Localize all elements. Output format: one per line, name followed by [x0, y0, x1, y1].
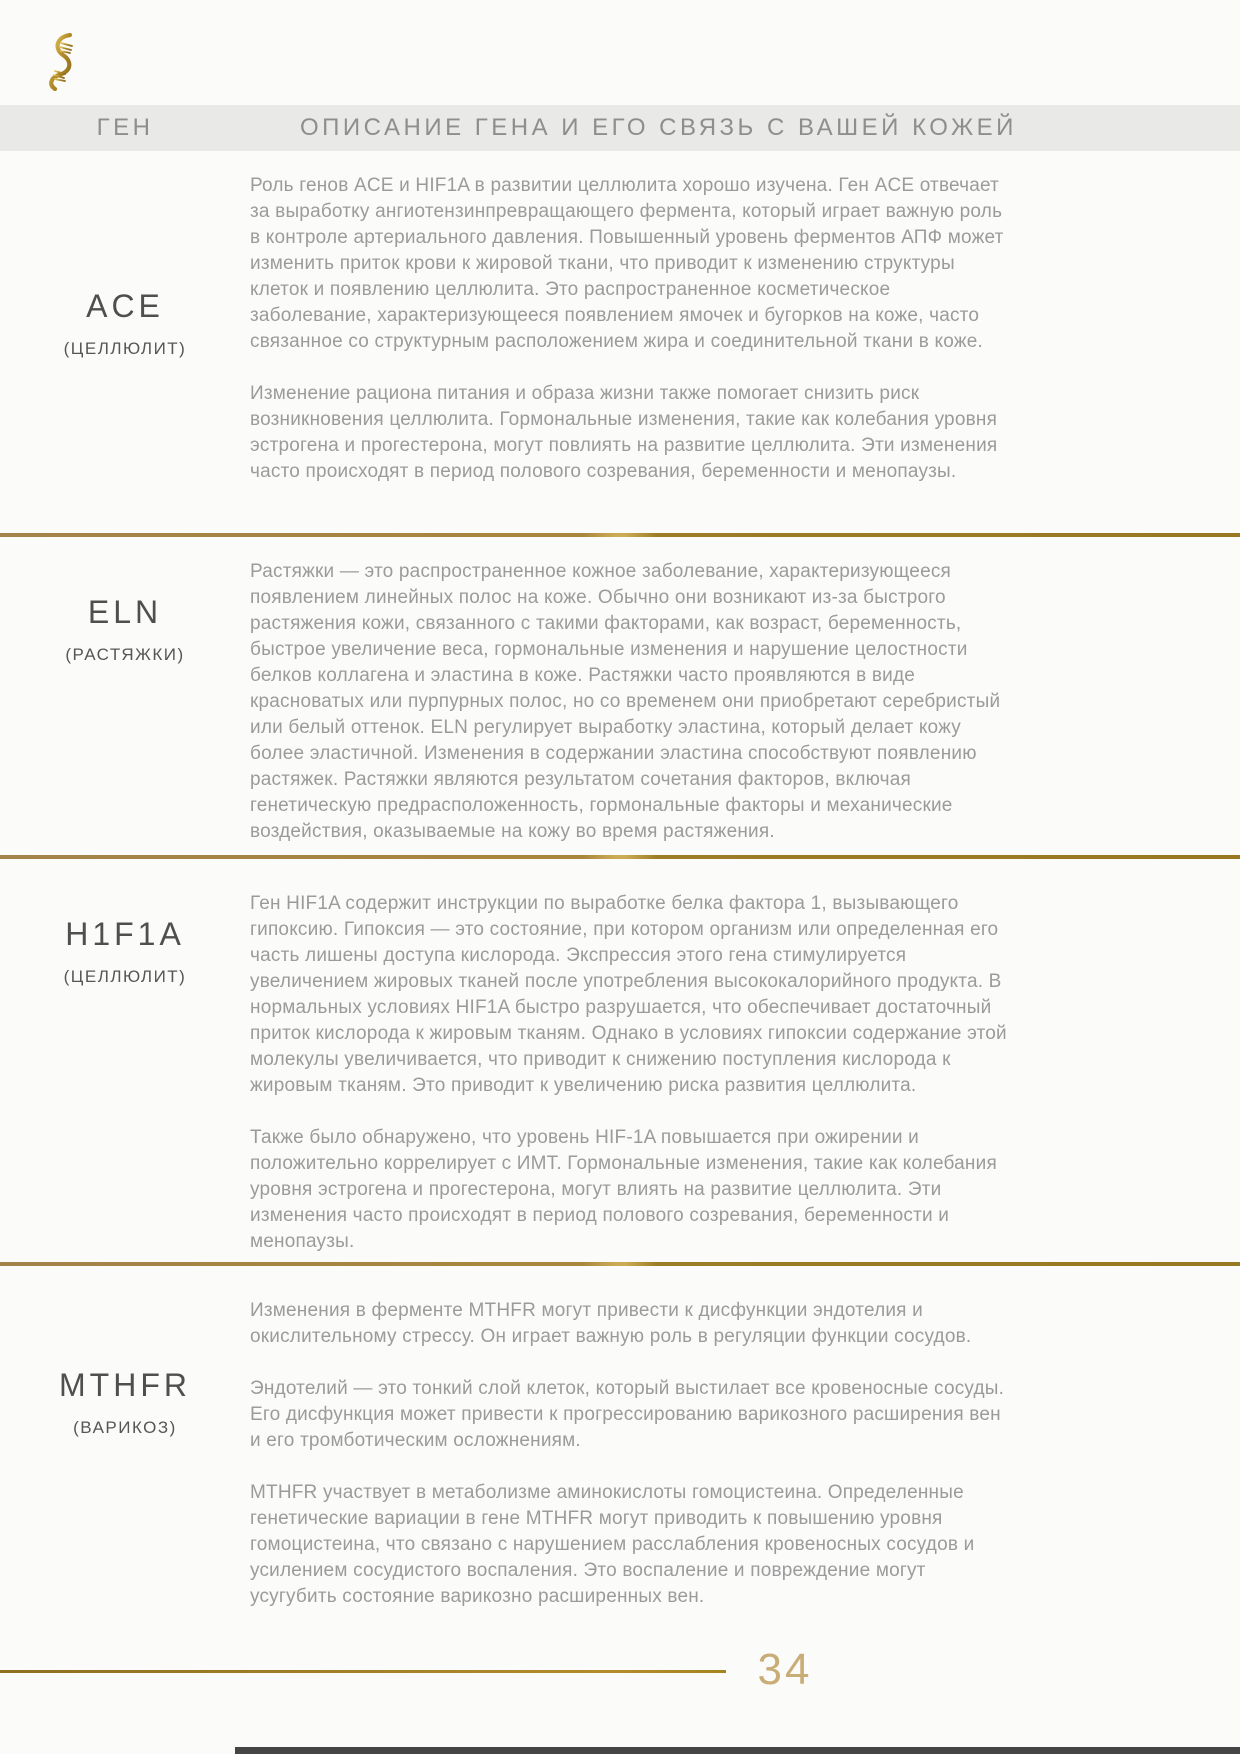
dna-helix-logo-icon: [46, 33, 80, 91]
page-number: 34: [757, 1645, 813, 1694]
description-paragraph: MTHFR участвует в метаболизме аминокислоты гомоцистеина. Определенные генетические вариации в гене MTHFR могут приводить к повышению уровня гомоцистеина, что связано с нарушением расслабления кровеносных сосудов и усилением сосудистого воспаления. Это воспаление и повреждение могут усугубить состояние варикозно расширенных вен.: [250, 1482, 975, 1607]
gene-description: [250, 151, 1010, 533]
description-paragraph: Растяжки — это распространенное кожное заболевание, характеризующееся появлением линейных полос на коже. Обычно они возникают из-за быстрого растяжения кожи, связанного с такими факторами, как возраст, беременность, быстрое увеличение веса, гормональные изменения и нарушение целостности белков коллагена и эластина в коже. Растяжки часто проявляются в виде красноватых или пурпурных полос, но со временем они приобретают серебристый или белый оттенок. ELN регулирует выработку эластина, который делает кожу более эластичной. Изменения в содержании эластина способствуют появлению растяжек. Растяжки являются результатом сочетания факторов, включая генетическую предрасположенность, гормональные факторы и механические воздействия, оказываемые на кожу во время растяжения.: [250, 561, 1001, 842]
gene-name: H1F1A: [65, 916, 185, 952]
gene-row-ace: [0, 151, 1240, 533]
gene-condition: (ЦЕЛЛЮЛИТ): [63, 339, 187, 359]
gene-row-mthfr: [0, 1266, 1240, 1646]
gene-cell: [0, 151, 250, 533]
gene-description: [250, 859, 1010, 1262]
description-paragraph: Эндотелий — это тонкий слой клеток, который выстилает все кровеносные сосуды. Его дисфункция может привести к прогрессированию варикозного расширения вен и его тромботическим осложнениям.: [250, 1378, 1005, 1451]
gene-cell: [0, 1266, 250, 1646]
gene-description: [250, 1266, 1010, 1646]
gene-row-eln: [0, 537, 1240, 855]
description-paragraph: Также было обнаружено, что уровень HIF-1A повышается при ожирении и положительно коррелирует с ИМТ. Гормональные изменения, такие как колебания уровня эстрогена и прогестерона, могут влиять на развитие целлюлита. Эти изменения часто происходят в период полового созревания, беременности и менопаузы.: [250, 1127, 997, 1252]
gene-condition: (ЦЕЛЛЮЛИТ): [63, 967, 187, 987]
description-paragraph: Ген HIF1A содержит инструкции по выработке белка фактора 1, вызывающего гипоксию. Гипоксия — это состояние, при котором организм или определенная его часть лишены доступа кислорода. Экспрессия этого гена стимулируется увеличением жировых тканей после употребления высококалорийного продукта. В нормальных условиях HIF1A быстро разрушается, что обеспечивает достаточный приток кислорода к жировым тканям. Однако в условиях гипоксии содержание этой молекулы увеличивается, что приводит к снижению поступления кислорода к жировым тканям. Это приводит к увеличению риска развития целлюлита.: [250, 893, 1007, 1096]
gene-description: [250, 537, 1010, 855]
description-paragraph: Роль генов ACE и HIF1A в развитии целлюлита хорошо изучена. Ген ACE отвечает за выработку ангиотензинпревращающего фермента, который играет важную роль в контроле артериального давления. Повышенный уровень ферментов АПФ может изменить приток крови к жировой ткани, что приводит к изменению структуры клеток и появлению целлюлита. Это распространенное косметическое заболевание, характеризующееся появлением ямочек и бугорков на коже, часто связанное со структурным расположением жира и соединительной ткани в коже.: [250, 175, 1004, 352]
column-header-gene: ГЕН: [96, 114, 154, 141]
gene-row-h1f1a: [0, 859, 1240, 1262]
gene-cell: [0, 859, 250, 1262]
description-paragraph: Изменение рациона питания и образа жизни также помогает снизить риск возникновения целлюлита. Гормональные изменения, такие как колебания уровня эстрогена и прогестерона, могут повлиять на развитие целлюлита. Эти изменения часто происходят в период полового созревания, беременности и менопаузы.: [250, 383, 998, 482]
bottom-edge-bar: [235, 1747, 1240, 1754]
gene-name: MTHFR: [59, 1367, 191, 1403]
column-header-description: ОПИСАНИЕ ГЕНА И ЕГО СВЯЗЬ С ВАШЕЙ КОЖЕЙ: [300, 114, 1017, 141]
table-header: [0, 105, 1240, 151]
gene-name: ELN: [87, 594, 163, 630]
gene-condition: (ВАРИКОЗ): [73, 1418, 177, 1438]
gene-table-body: [0, 151, 1240, 1646]
description-paragraph: Изменения в ферменте MTHFR могут привести к дисфункции эндотелия и окислительному стрессу. Он играет важную роль в регуляции функции сосудов.: [250, 1300, 972, 1347]
footer-rule: [0, 1670, 726, 1673]
gene-cell: [0, 537, 250, 855]
gene-name: ACE: [86, 288, 164, 324]
gene-condition: (РАСТЯЖКИ): [65, 645, 185, 665]
